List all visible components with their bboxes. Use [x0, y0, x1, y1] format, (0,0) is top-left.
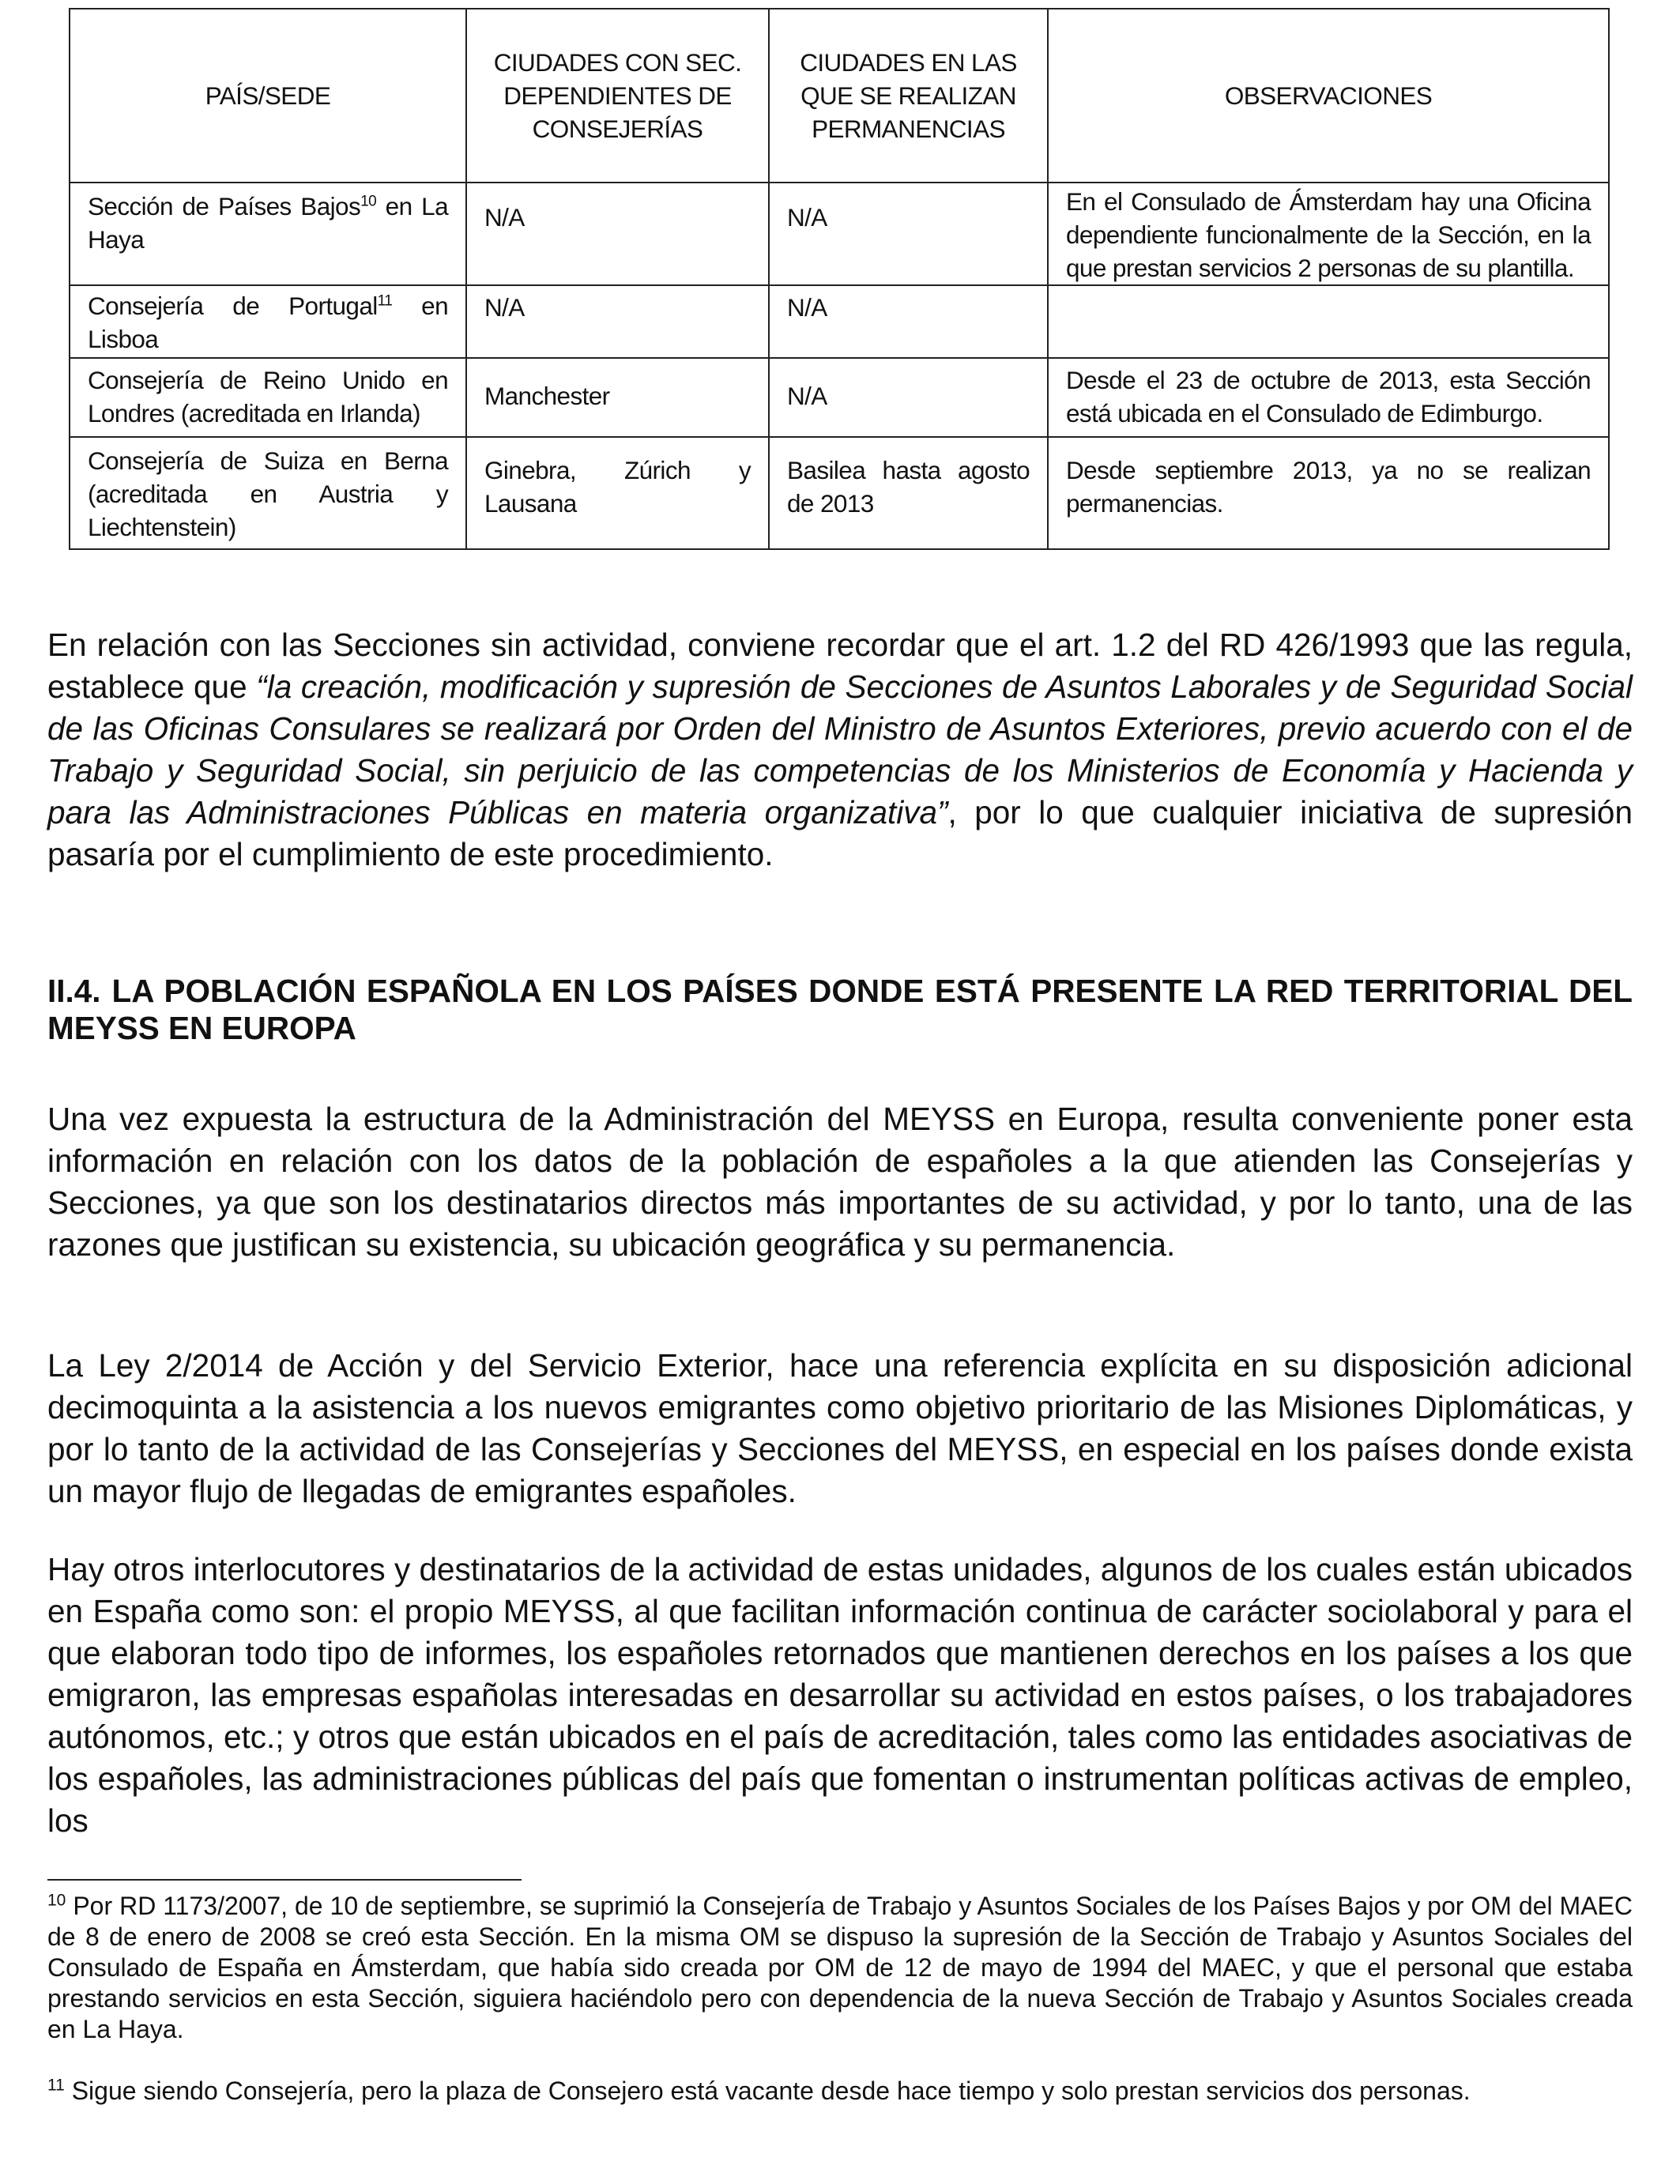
cell-pais: [70, 183, 466, 285]
cell-permanencias: N/A: [769, 285, 1048, 358]
cell-observaciones: Desde septiembre 2013, ya no se realizan permanencias.: [1048, 437, 1609, 549]
table-row: [70, 285, 1609, 358]
legal-quote: “la creación, modificación y supresión de Secciones de Asuntos Laborales y de Seguridad Social de las Oficinas Consulares se realizará por Orden del Ministro de Asuntos Exteriores, previo acuerdo con el de Trabajo y Seguridad Social, sin perjuicio de las competencias de los Ministerios de Economía y Hacienda y para las Administraciones Públicas en materia organizativa”: [47, 668, 1633, 830]
table-header-row: [70, 9, 1609, 183]
footnote-separator: [47, 1879, 522, 1881]
footnote-ref[interactable]: 10: [360, 193, 377, 210]
header-ciudades-secciones: CIUDADES CON SEC. DEPENDIENTES DE CONSEJERÍAS: [466, 9, 769, 183]
cell-observaciones: [1048, 285, 1609, 358]
paragraph-secciones-sin-actividad: [47, 624, 1633, 875]
footnote-number: 11: [47, 2076, 65, 2095]
cell-permanencias: N/A: [769, 358, 1048, 437]
consejerias-table: [69, 8, 1610, 550]
footnote-text: Sigue siendo Consejería, pero la plaza de Consejero está vacante desde hace tiempo y solo prestan servicios dos personas.: [64, 2077, 1471, 2105]
cell-pais: Consejería de Suiza en Berna (acreditada en Austria y Liechtenstein): [70, 437, 466, 549]
footnote-text: Por RD 1173/2007, de 10 de septiembre, se suprimió la Consejería de Trabajo y Asuntos Sociales de los Países Bajos y por OM del MAEC de 8 de enero de 2008 se creó esta Sección. En la misma OM se dispuso la supresión de la Sección de Trabajo y Asuntos Sociales del Consulado de España en Ámsterdam, que había sido creada por OM de 12 de mayo de 1994 del MAEC, y que el personal que estaba prestando servicios en esta Sección, siguiera haciéndolo pero con dependencia de la nueva Sección de Trabajo y Asuntos Sociales creada en La Haya.: [47, 1892, 1633, 2043]
footnote-11: [47, 2076, 1633, 2107]
cell-ciudades-sec: Manchester: [466, 358, 769, 437]
paragraph-text: En relación con las Secciones sin actividad, conviene recordar que el art. 1.2 del RD 426/1993 que las regula, establece que: [47, 627, 1633, 705]
cell-ciudades-sec: N/A: [466, 285, 769, 358]
cell-observaciones: Desde el 23 de octubre de 2013, esta Sección está ubicada en el Consulado de Edimburgo.: [1048, 358, 1609, 437]
cell-ciudades-sec: N/A: [466, 183, 769, 285]
cell-observaciones: En el Consulado de Ámsterdam hay una Oficina dependiente funcionalmente de la Sección, en la que prestan servicios 2 personas de su plantilla.: [1048, 183, 1609, 285]
cell-ciudades-sec: Ginebra, Zúrich y Lausana: [466, 437, 769, 549]
section-title: LA POBLACIÓN ESPAÑOLA EN LOS PAÍSES DONDE ESTÁ PRESENTE LA RED TERRITORIAL DEL MEYSS EN EUROPA: [47, 973, 1633, 1046]
section-heading: [47, 973, 1633, 1047]
paragraph-estructura: Una vez expuesta la estructura de la Administración del MEYSS en Europa, resulta conveniente poner esta información en relación con los datos de la población de españoles a la que atienden las Consejerías y Secciones, ya que son los destinatarios directos más importantes de su actividad, y por lo tanto, una de las razones que justifican su existencia, su ubicación geográfica y su permanencia.: [47, 1101, 1633, 1263]
cell-pais-tail: en Lisboa: [88, 292, 448, 353]
cell-permanencias: N/A: [769, 183, 1048, 285]
footnote-10: [47, 1891, 1633, 2045]
paragraph-interlocutores: Hay otros interlocutores y destinatarios de la actividad de estas unidades, algunos de los cuales están ubicados en España como son: el propio MEYSS, al que facilitan información continua de carácter sociolaboral y para el que elaboran todo tipo de informes, los españoles retornados que mantienen derechos en los países a los que emigraron, las empresas españolas interesadas en desarrollar su actividad en estos países, o los trabajadores autónomos, etc.; y otros que están ubicados en el país de acreditación, tales como las entidades asociativas de los españoles, las administraciones públicas del país que fomentan o instrumentan políticas activas de empleo, los: [47, 1551, 1633, 1839]
section-number: II.4.: [47, 973, 101, 1009]
cell-pais-text: Sección de Países Bajos: [88, 192, 361, 220]
table-row: [70, 358, 1609, 437]
footnote-ref[interactable]: 11: [377, 292, 393, 310]
cell-pais-tail: en La Haya: [88, 192, 448, 254]
header-pais-sede: PAÍS/SEDE: [70, 9, 466, 183]
cell-pais: Consejería de Reino Unido en Londres (acreditada en Irlanda): [70, 358, 466, 437]
header-ciudades-permanencias: CIUDADES EN LAS QUE SE REALIZAN PERMANENCIAS: [769, 9, 1048, 183]
table-row: [70, 183, 1609, 285]
cell-permanencias: Basilea hasta agosto de 2013: [769, 437, 1048, 549]
cell-pais: [70, 285, 466, 358]
paragraph-text: , por lo que cualquier iniciativa de supresión pasaría por el cumplimiento de este procedimiento.: [47, 794, 1633, 872]
table-row: [70, 437, 1609, 549]
footnote-number: 10: [47, 1891, 66, 1910]
cell-pais-text: Consejería de Portugal: [88, 292, 378, 320]
header-observaciones: OBSERVACIONES: [1048, 9, 1609, 183]
paragraph-ley-accion-exterior: La Ley 2/2014 de Acción y del Servicio Exterior, hace una referencia explícita en su disposición adicional decimoquinta a la asistencia a los nuevos emigrantes como objetivo prioritario de las Misiones Diplomáticas, y por lo tanto de la actividad de las Consejerías y Secciones del MEYSS, en especial en los países donde exista un mayor flujo de llegadas de emigrantes españoles.: [47, 1347, 1633, 1509]
